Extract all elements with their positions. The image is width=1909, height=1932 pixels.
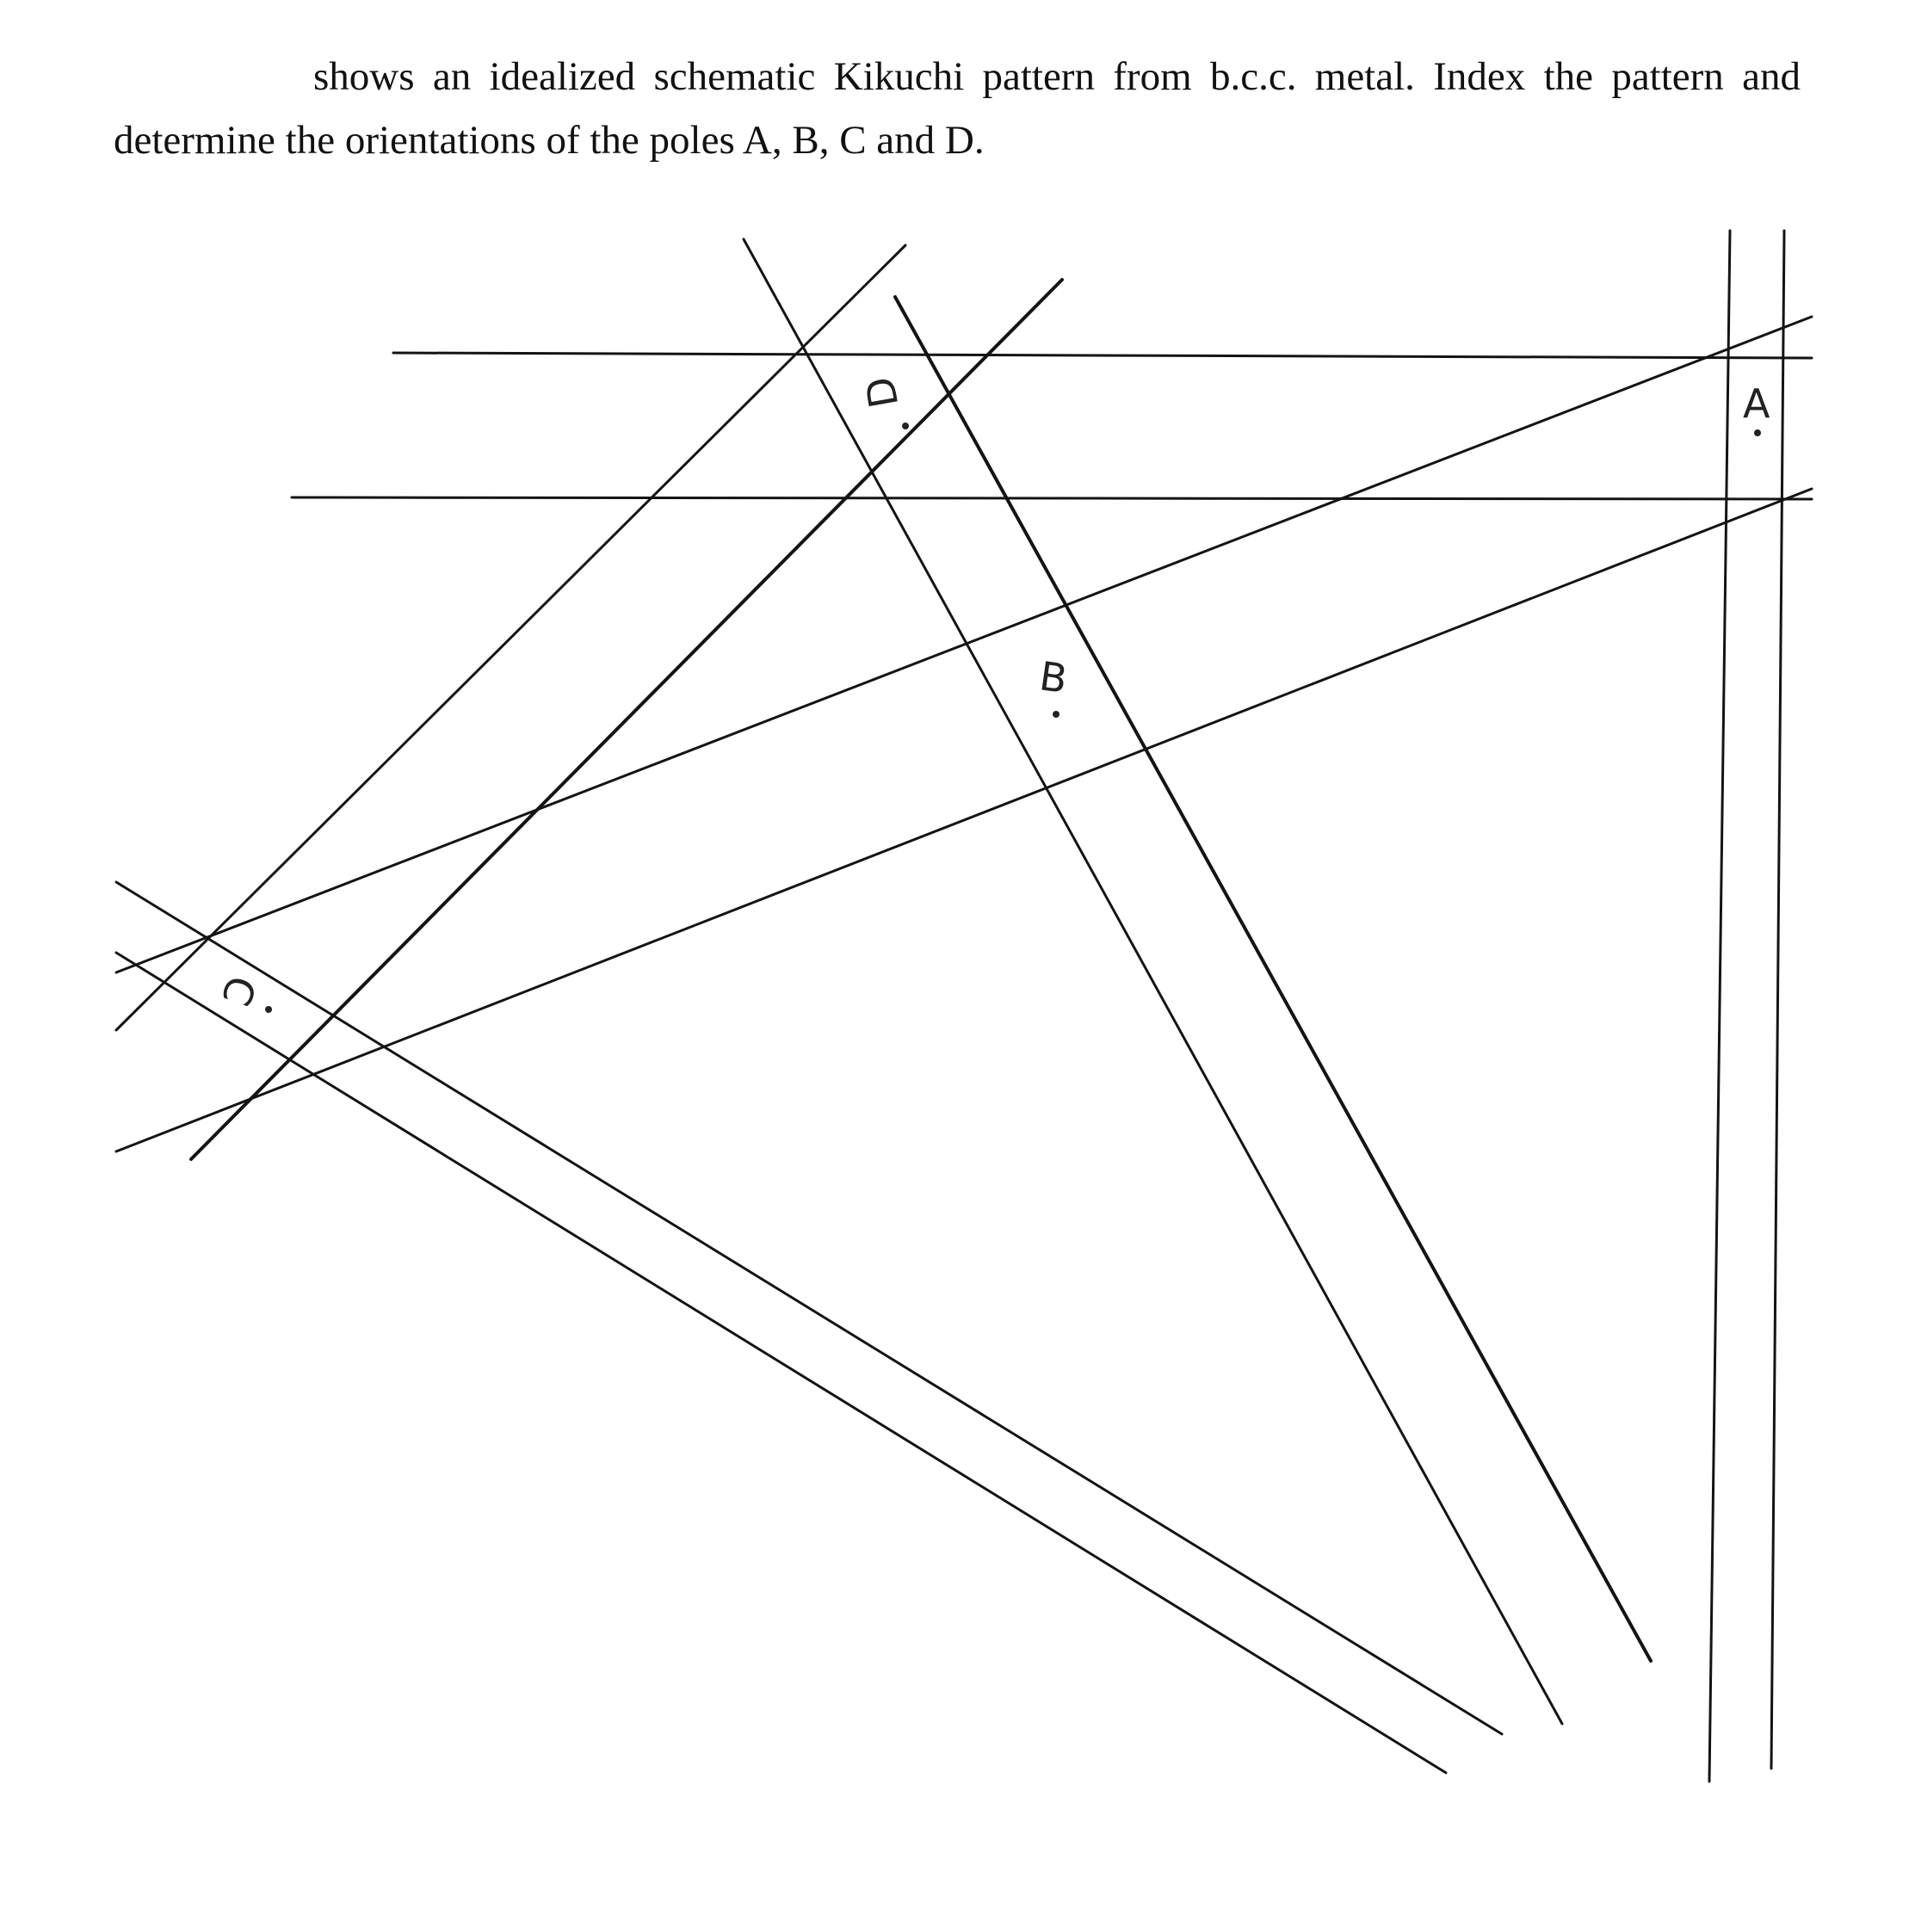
pole-label-a: A	[1743, 380, 1770, 427]
kikuchi-line-s1	[116, 245, 908, 1030]
kikuchi-line-r2	[116, 489, 1812, 1151]
kikuchi-line-c2	[116, 953, 1446, 1773]
kikuchi-line-h1	[393, 353, 1812, 358]
kikuchi-line-c1	[116, 882, 1502, 1734]
pole-dot-c	[265, 1006, 272, 1013]
pole-dot-b	[1053, 711, 1060, 718]
pole-label-b: B	[1036, 652, 1071, 703]
pole-dot-d	[902, 423, 909, 429]
problem-statement: shows an idealized schematic Kikuchi pattern from b.c.c. metal. Index the pattern and determine the orientations of the poles A, B, C and D.	[114, 54, 1801, 163]
kikuchi-line-v2	[1771, 231, 1784, 1768]
kikuchi-line-h2	[292, 497, 1812, 499]
kikuchi-line-r1	[116, 317, 1812, 972]
kikuchi-line-s2	[191, 280, 1062, 1159]
pole-label-c: C	[212, 970, 266, 1012]
pole-label-d: D	[856, 373, 908, 412]
kikuchi-line-d2	[895, 297, 1651, 1661]
pole-dot-a	[1754, 429, 1761, 436]
kikuchi-line-v1	[1709, 231, 1730, 1781]
